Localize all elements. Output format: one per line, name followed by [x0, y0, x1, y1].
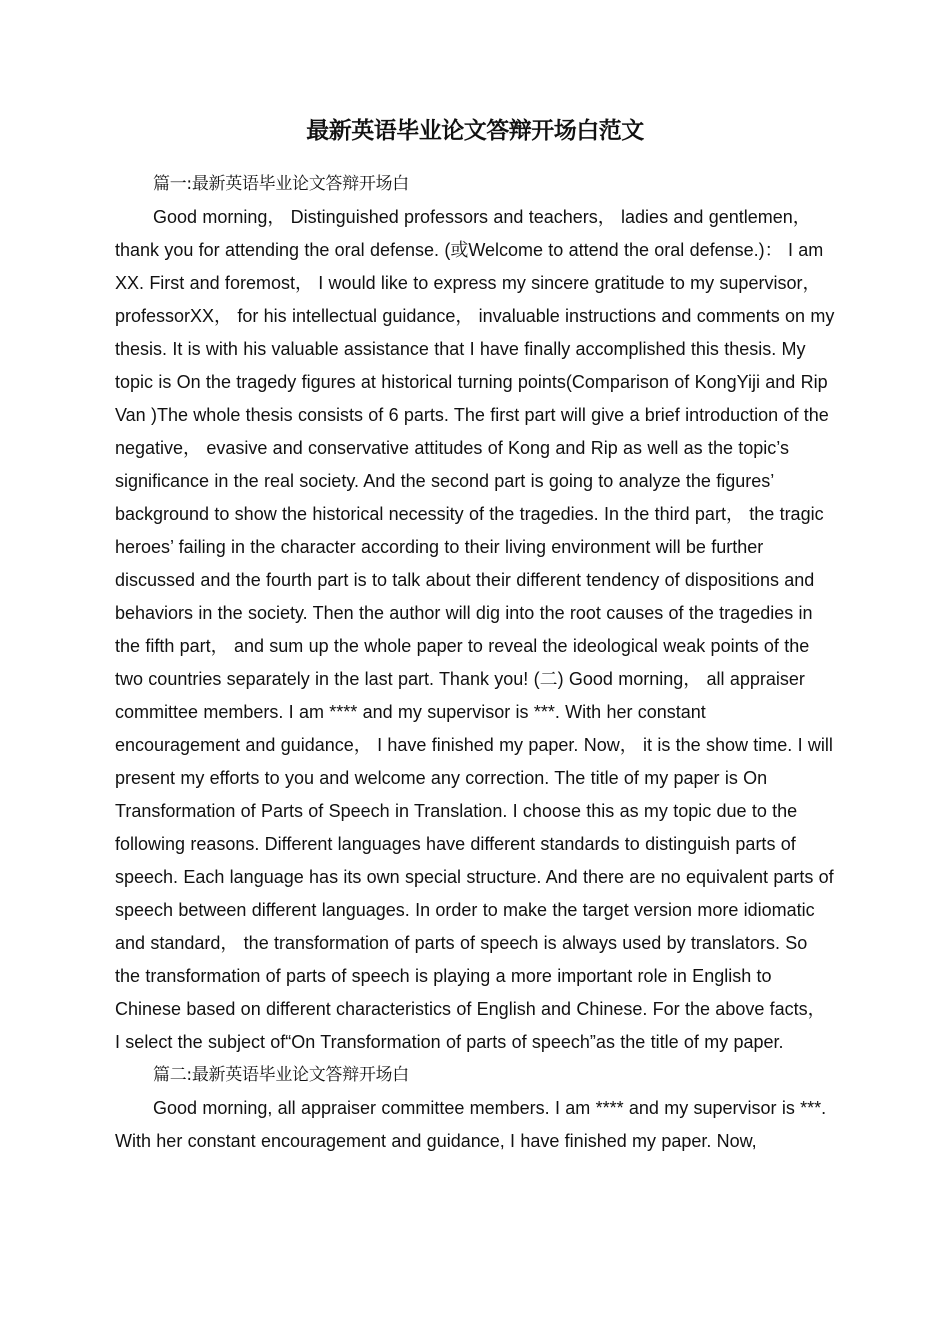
section-2-paragraph: Good morning, all appraiser committee members. I am **** and my supervisor is ***. With her constant encouragement and guidance, I have finished my paper. Now, — [115, 1098, 827, 1151]
document-title: 最新英语毕业论文答辩开场白范文 — [306, 118, 644, 144]
section-1-heading: 篇一:最新英语毕业论文答辩开场白 — [153, 174, 409, 194]
document-body — [115, 168, 835, 1158]
section-2-heading: 篇二:最新英语毕业论文答辩开场白 — [153, 1065, 409, 1085]
section-1-paragraph: Good morning， Distinguished professors and teachers， ladies and gentlemen， thank you for attending the oral defense. (或Welcome to attend the oral defense.)： I am XX. First and foremost， I would like to express my sincere gratitude to my supervisor， professorXX， for his intellectual guidance， invaluable instructions and comments on my thesis. It is with his valuable assistance that I have finally accomplished this thesis. My topic is On the tragedy figures at historical turning points(Comparison of KongYiji and Rip Van )The whole thesis consists of 6 parts. The first part will give a brief introduction of the negative， evasive and conservative attitudes of Kong and Rip as well as the topic’s significance in the real society. And the second part is going to analyze the figures’ background to show the historical necessity of the tragedies. In the third part， the tragic heroes’ failing in the character according to their living environment will be further discussed and the fourth part is to talk about their different tendency of dispositions and behaviors in the society. Then the author will dig into the root causes of the tragedies in the fifth part， and sum up the whole paper to reveal the ideological weak points of the two countries separately in the last part. Thank you! (二) Good morning， all appraiser committee members. I am **** and my supervisor is ***. With her constant encouragement and guidance， I have finished my paper. Now， it is the show time. I will present my efforts to you and welcome any correction. The title of my paper is On Transformation of Parts of Speech in Translation. I choose this as my topic due to the following reasons. Different languages have different standards to distinguish parts of speech. Each language has its own special structure. And there are no equivalent parts of speech between different languages. In order to make the target version more idiomatic and standard， the transformation of parts of speech is always used by translators. So the transformation of parts of speech is playing a more important role in English to Chinese based on different characteristics of English and Chinese. For the above facts， I select the subject of“On Transformation of parts of speech”as the title of my paper. — [115, 207, 835, 1052]
